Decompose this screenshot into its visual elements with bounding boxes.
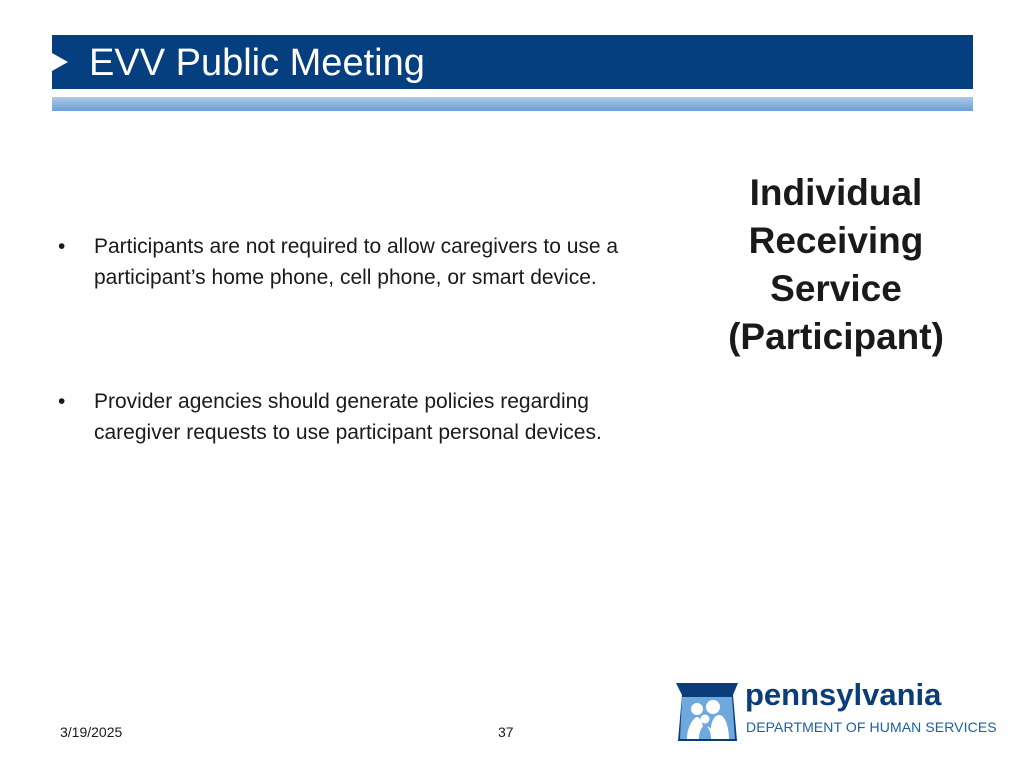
page-number: 37 xyxy=(498,724,514,740)
pa-dhs-logo xyxy=(673,677,997,743)
footer-date: 3/19/2025 xyxy=(60,724,123,740)
keystone-family-icon xyxy=(673,681,741,743)
bullet-list xyxy=(58,231,678,448)
bullet-item xyxy=(58,386,678,448)
bullet-marker: • xyxy=(58,390,66,413)
logo-wordmark: pennsylvania xyxy=(745,677,942,712)
slide-title: EVV Public Meeting xyxy=(89,42,425,84)
bullet-item xyxy=(58,231,678,293)
arrow-icon xyxy=(52,53,68,71)
bullet-marker: • xyxy=(58,235,66,258)
accent-bar xyxy=(52,97,973,111)
title-bar xyxy=(52,35,973,89)
bullet-text: Provider agencies should generate policies regarding caregiver requests to use participant personal devices. xyxy=(94,390,602,444)
logo-department: DEPARTMENT OF HUMAN SERVICES xyxy=(746,719,997,735)
side-heading: Individual Receiving Service (Participant) xyxy=(728,172,944,357)
bullet-text: Participants are not required to allow caregivers to use a participant’s home phone, cell phone, or smart device. xyxy=(94,235,619,289)
